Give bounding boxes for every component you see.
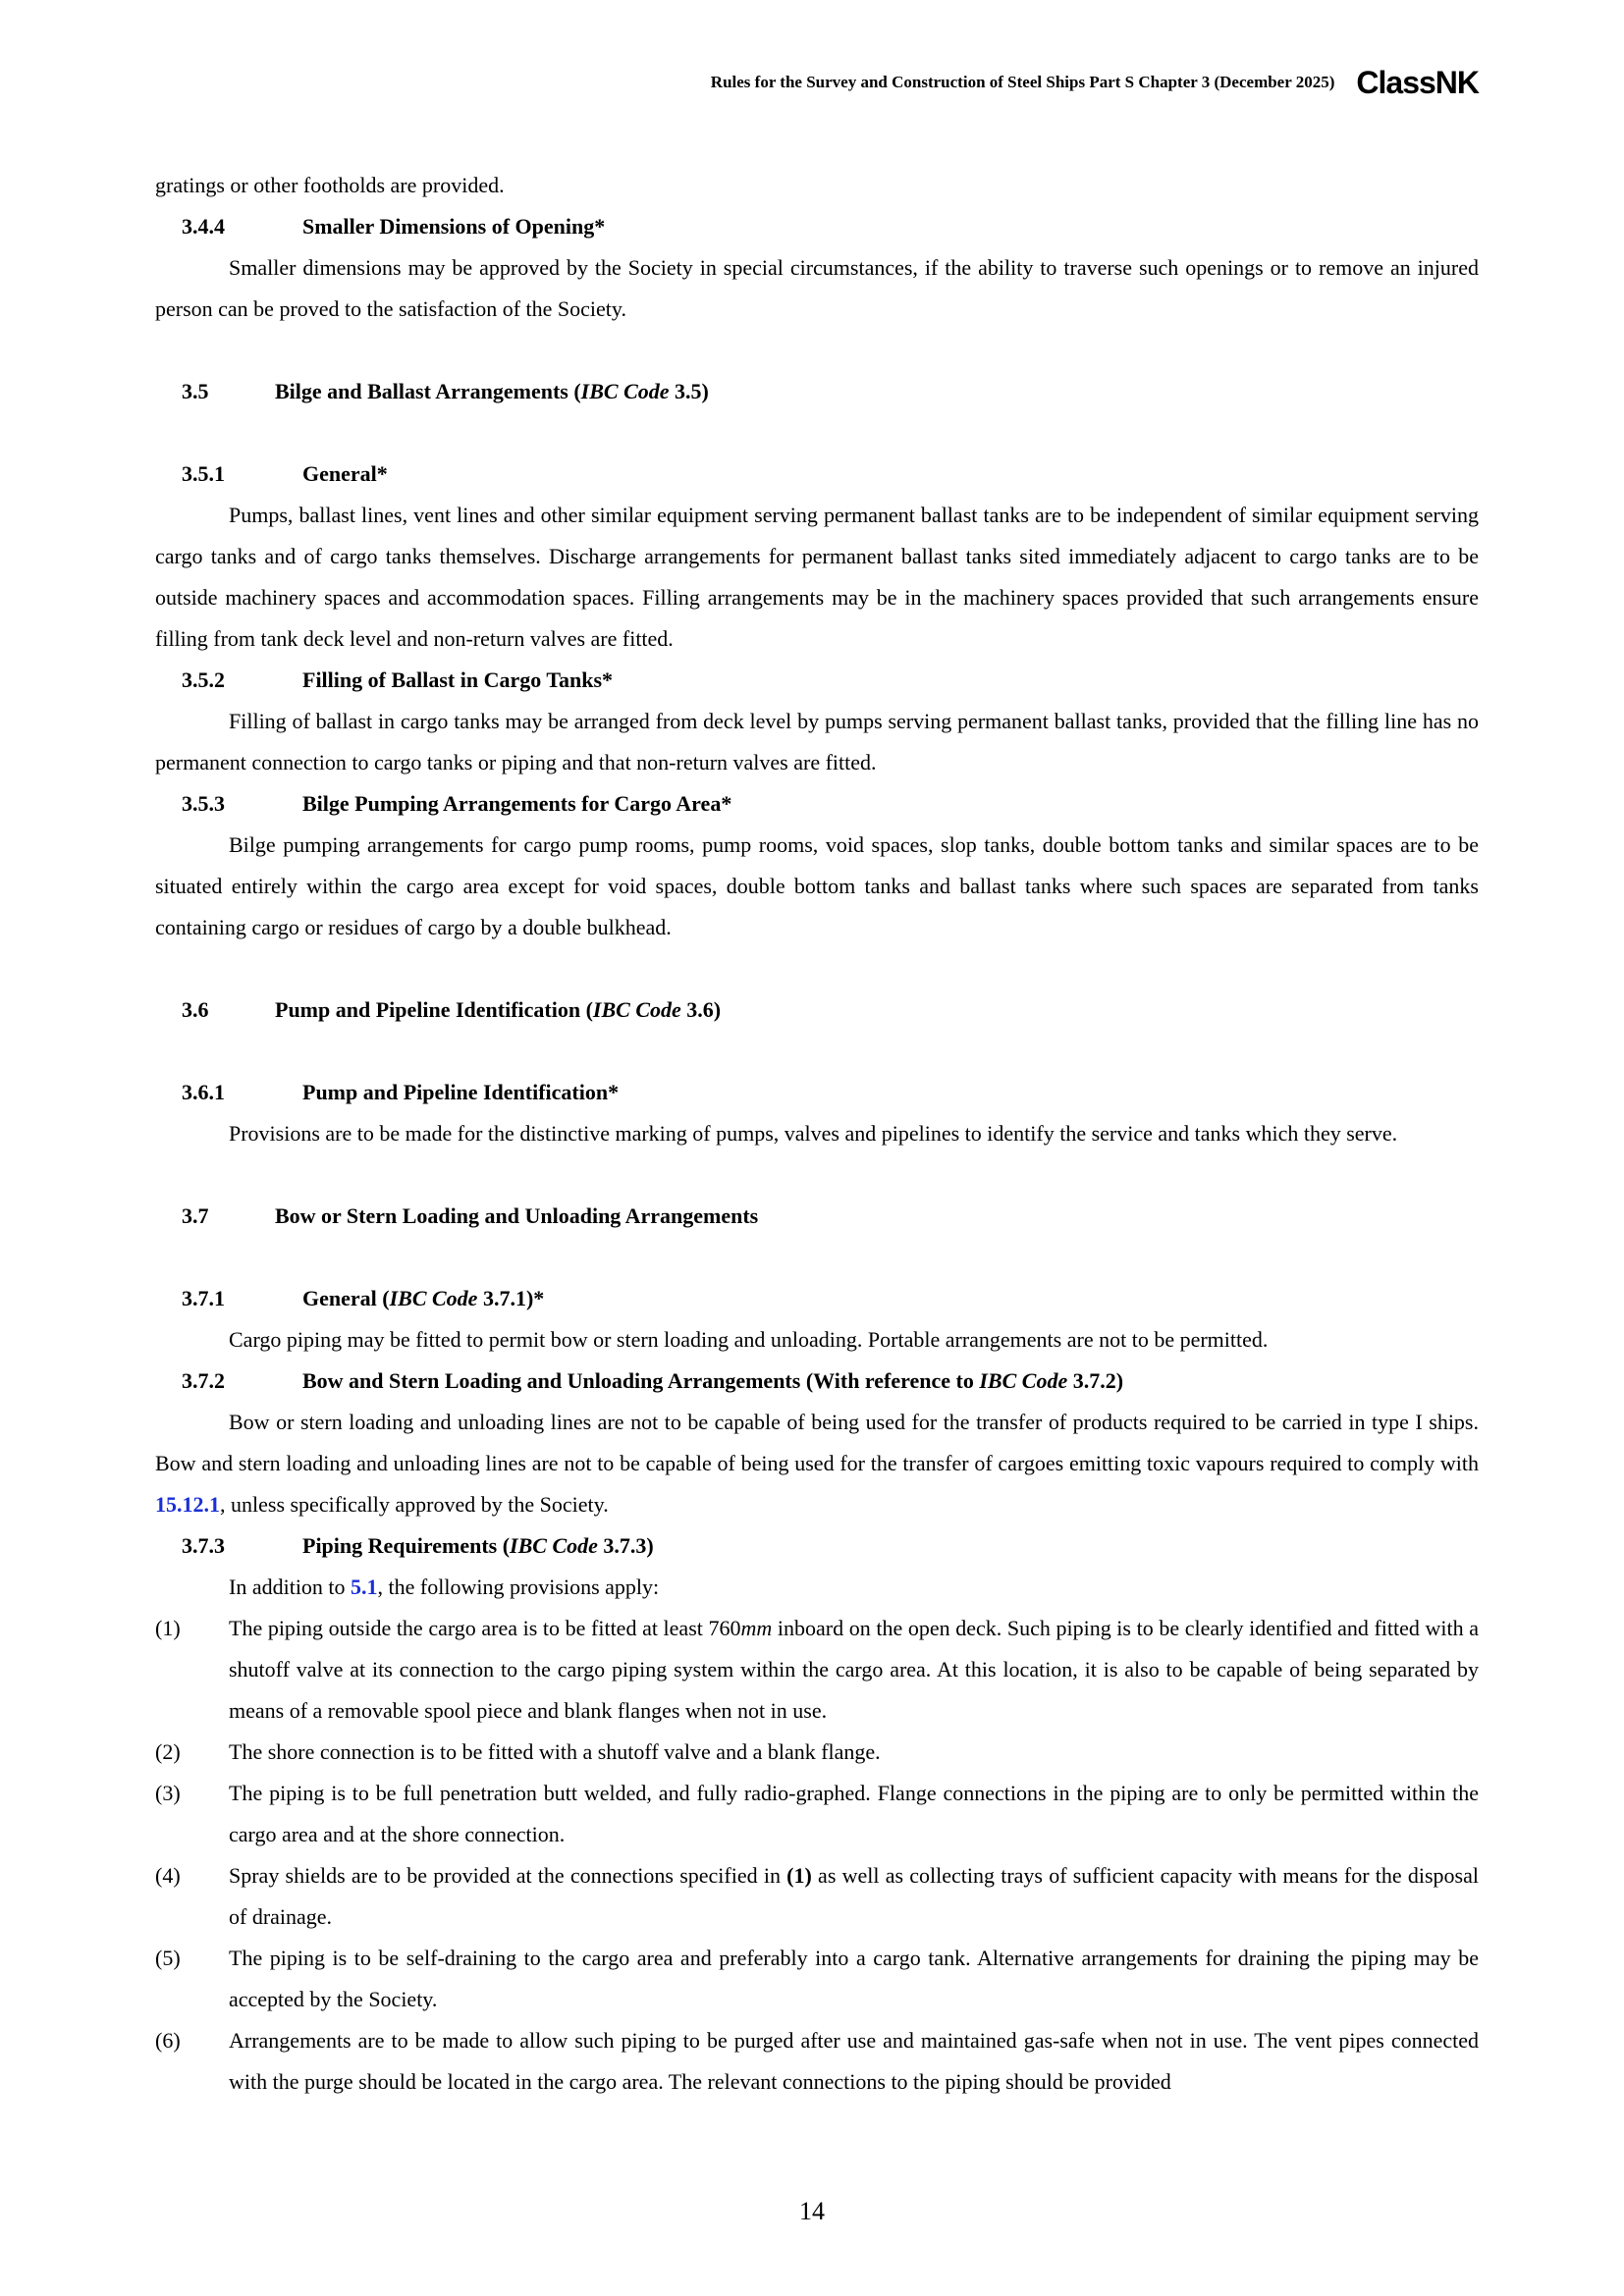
section-title: Pump and Pipeline Identification (IBC Code 3.6) <box>275 997 722 1022</box>
section-number: 3.5.1 <box>182 461 225 486</box>
list-text: The piping outside the cargo area is to be fitted at least 760mm inboard on the open deck. Such piping is to be clearly identified and fitted with a shutoff valve at its connection to the cargo piping system within the cargo area. At this location, it is also to be capable of being separated by means of a removable spool piece and blank flanges when not in use. <box>229 1616 1479 1723</box>
classnk-logo: ClassNK <box>1356 65 1479 100</box>
paragraph: Pumps, ballast lines, vent lines and other similar equipment serving permanent ballast tanks are to be independent of similar equipment serving cargo tanks and of cargo tanks themselves. Discharge arrangements for permanent ballast tanks sited immediately adjacent to cargo tanks are to be outside machinery spaces and accommodation spaces. Filling arrangements may be in the machinery spaces provided that such arrangements ensure filling from tank deck level and non-return valves are fitted. <box>155 503 1479 651</box>
section-title: General (IBC Code 3.7.1)* <box>302 1286 545 1310</box>
list-marker: (1) <box>155 1616 181 1640</box>
list-marker: (5) <box>155 1946 181 1970</box>
section-number: 3.7.3 <box>182 1533 225 1558</box>
section-number: 3.7.2 <box>182 1368 225 1393</box>
paragraph: gratings or other footholds are provided. <box>155 173 505 197</box>
section-number: 3.6 <box>182 997 209 1022</box>
list-item <box>155 1773 1479 1855</box>
heading-3-6-1 <box>155 1072 1479 1113</box>
paragraph: Smaller dimensions may be approved by the Society in special circumstances, if the ability to traverse such openings or to remove an injured person can be proved to the satisfaction of the Society. <box>155 255 1479 321</box>
section-number: 3.7.1 <box>182 1286 225 1310</box>
heading-3-7 <box>155 1196 1479 1237</box>
section-number: 3.5 <box>182 379 209 403</box>
paragraph: Cargo piping may be fitted to permit bow or stern loading and unloading. Portable arrangements are not to be permitted. <box>229 1327 1269 1352</box>
section-title: Bilge and Ballast Arrangements (IBC Code 3.5) <box>275 379 709 403</box>
paragraph: Bow or stern loading and unloading lines are not to be capable of being used for the transfer of products required to be carried in type I ships. Bow and stern loading and unloading lines are not to be capable of being used for the transfer of cargoes emitting toxic vapours required to comply with 15.12.1, unless specifically approved by the Society. <box>155 1410 1479 1517</box>
list-marker: (3) <box>155 1781 181 1805</box>
list-item <box>155 1608 1479 1732</box>
heading-3-5-1 <box>155 454 1479 495</box>
list-marker: (6) <box>155 2028 181 2053</box>
section-title: Bow or Stern Loading and Unloading Arrangements <box>275 1203 759 1228</box>
section-number: 3.6.1 <box>182 1080 225 1104</box>
heading-3-6 <box>155 989 1479 1031</box>
list-item <box>155 1938 1479 2020</box>
heading-3-5-3 <box>155 783 1479 825</box>
ref-link-15-12-1[interactable]: 15.12.1 <box>155 1492 220 1517</box>
section-title: Pump and Pipeline Identification* <box>302 1080 620 1104</box>
section-number: 3.7 <box>182 1203 209 1228</box>
page-header <box>0 67 1479 98</box>
header-title: Rules for the Survey and Construction of Steel Ships Part S Chapter 3 (December 2025) <box>710 73 1335 91</box>
section-number: 3.4.4 <box>182 214 225 239</box>
paragraph: Provisions are to be made for the distinctive marking of pumps, valves and pipelines to identify the service and tanks which they serve. <box>229 1121 1398 1146</box>
page-number: 14 <box>799 2197 825 2225</box>
list-text: The piping is to be self-draining to the cargo area and preferably into a cargo tank. Alternative arrangements for draining the piping may be accepted by the Society. <box>229 1946 1479 2011</box>
list-text: Arrangements are to be made to allow such piping to be purged after use and maintained gas-safe when not in use. The vent pipes connected with the purge should be located in the cargo area. The relevant connections to the piping should be provided <box>229 2028 1479 2094</box>
list-text: Spray shields are to be provided at the connections specified in (1) as well as collecting trays of sufficient capacity with means for the disposal of drainage. <box>229 1863 1479 1929</box>
section-title: Bow and Stern Loading and Unloading Arrangements (With reference to IBC Code 3.7.2) <box>302 1368 1124 1393</box>
section-title: Filling of Ballast in Cargo Tanks* <box>302 667 614 692</box>
heading-3-5-2 <box>155 660 1479 701</box>
paragraph: In addition to 5.1, the following provisions apply: <box>229 1575 660 1599</box>
list-item <box>155 2020 1479 2103</box>
paragraph: Filling of ballast in cargo tanks may be arranged from deck level by pumps serving permanent ballast tanks, provided that the filling line has no permanent connection to cargo tanks or piping and that non-return valves are fitted. <box>155 709 1479 774</box>
list-marker: (4) <box>155 1863 181 1888</box>
section-title: General* <box>302 461 388 486</box>
list-item <box>155 1732 1479 1773</box>
heading-3-5 <box>155 371 1479 412</box>
section-title: Bilge Pumping Arrangements for Cargo Area* <box>302 791 732 816</box>
section-title: Smaller Dimensions of Opening* <box>302 214 606 239</box>
list-text: The piping is to be full penetration butt welded, and fully radio-graphed. Flange connections in the piping are to only be permitted within the cargo area and at the shore connection. <box>229 1781 1479 1846</box>
list-marker: (2) <box>155 1739 181 1764</box>
list-text: The shore connection is to be fitted with a shutoff valve and a blank flange. <box>229 1739 881 1764</box>
heading-3-4-4 <box>155 206 1479 247</box>
section-title: Piping Requirements (IBC Code 3.7.3) <box>302 1533 654 1558</box>
paragraph: Bilge pumping arrangements for cargo pump rooms, pump rooms, void spaces, slop tanks, double bottom tanks and similar spaces are to be situated entirely within the cargo area except for void spaces, double bottom tanks and ballast tanks where such spaces are separated from tanks containing cargo or residues of cargo by a double bulkhead. <box>155 832 1479 939</box>
section-number: 3.5.2 <box>182 667 225 692</box>
heading-3-7-3 <box>155 1525 1479 1567</box>
section-number: 3.5.3 <box>182 791 225 816</box>
list-item <box>155 1855 1479 1938</box>
heading-3-7-1 <box>155 1278 1479 1319</box>
ref-link-5-1[interactable]: 5.1 <box>351 1575 378 1599</box>
heading-3-7-2 <box>155 1361 1479 1402</box>
document-body <box>155 165 1479 2103</box>
